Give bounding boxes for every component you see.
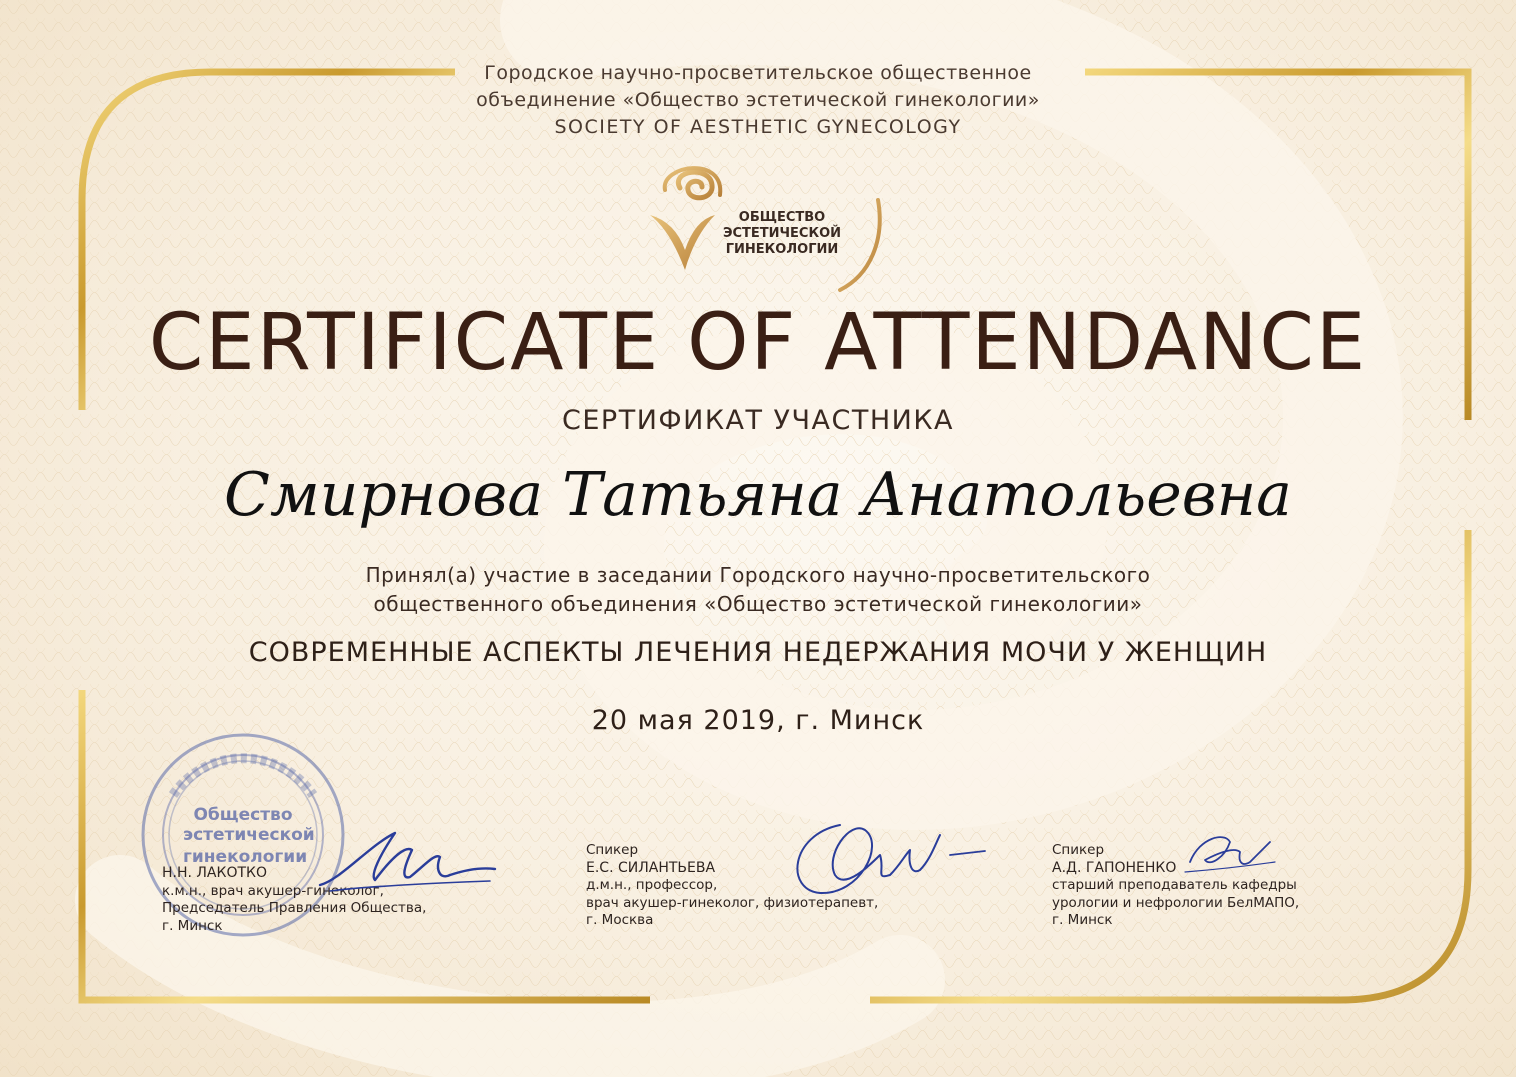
logo-text-line-2: ЭСТЕТИЧЕСКОЙ [722,226,842,241]
seal-text-line-2: эстетической [183,825,315,845]
signatory-credentials-line: старший преподаватель кафедры [1052,877,1297,893]
signatory-name: Е.С. СИЛАНТЬЕВА [586,859,716,876]
signature-2-icon [780,815,990,900]
organization-line-3: SOCIETY OF AESTHETIC GYNECOLOGY [554,116,962,138]
signatory-credentials-line: д.м.н., профессор, [586,877,718,893]
signatory-credentials-line: врач акушер-гинеколог, физиотерапевт, [586,894,879,911]
signatory-role: Спикер [586,842,639,858]
certificate-subtitle: СЕРТИФИКАТ УЧАСТНИКА [562,405,954,436]
seal-text-line-3: гинекологии [183,847,308,867]
description-line-1: Принял(а) участие в заседании Городского научно-просветительского [365,563,1151,587]
logo-text-line-1: ОБЩЕСТВО [738,210,826,225]
certificate-title: CERTIFICATE OF ATTENDANCE [148,298,1368,388]
organization-line-2: объединение «Общество эстетической гинекологии» [476,89,1040,111]
signatory-name: А.Д. ГАПОНЕНКО [1052,859,1177,876]
signatory-credentials-line: Председатель Правления Общества, [162,900,427,916]
event-topic: СОВРЕМЕННЫЕ АСПЕКТЫ ЛЕЧЕНИЯ НЕДЕРЖАНИЯ МОЧИ У ЖЕНЩИН [248,637,1268,668]
signature-3-icon [1180,822,1280,882]
organization-line-1: Городское научно-просветительское общественное [484,62,1032,84]
signatory-name: Н.Н. ЛАКОТКО [162,865,267,881]
signatory-credentials-line: к.м.н., врач акушер-гинеколог, [162,882,384,899]
description-line-2: общественного объединения «Общество эстетической гинекологии» [373,592,1143,616]
logo-text-line-3: ГИНЕКОЛОГИИ [725,242,839,257]
participant-name: Смирнова Татьяна Анатольевна [224,460,1292,530]
signatory-credentials-line: г. Минск [1052,912,1113,928]
signatory-credentials-line: г. Москва [586,912,654,928]
event-date: 20 мая 2019, г. Минск [591,705,925,736]
signatory-role: Спикер [1052,842,1105,858]
seal-text-line-1: Общество [193,805,293,825]
signatory-credentials-line: урологии и нефрологии БелМАПО, [1052,894,1300,911]
signatory-credentials-line: г. Минск [162,917,223,934]
signature-1-icon [300,825,500,900]
